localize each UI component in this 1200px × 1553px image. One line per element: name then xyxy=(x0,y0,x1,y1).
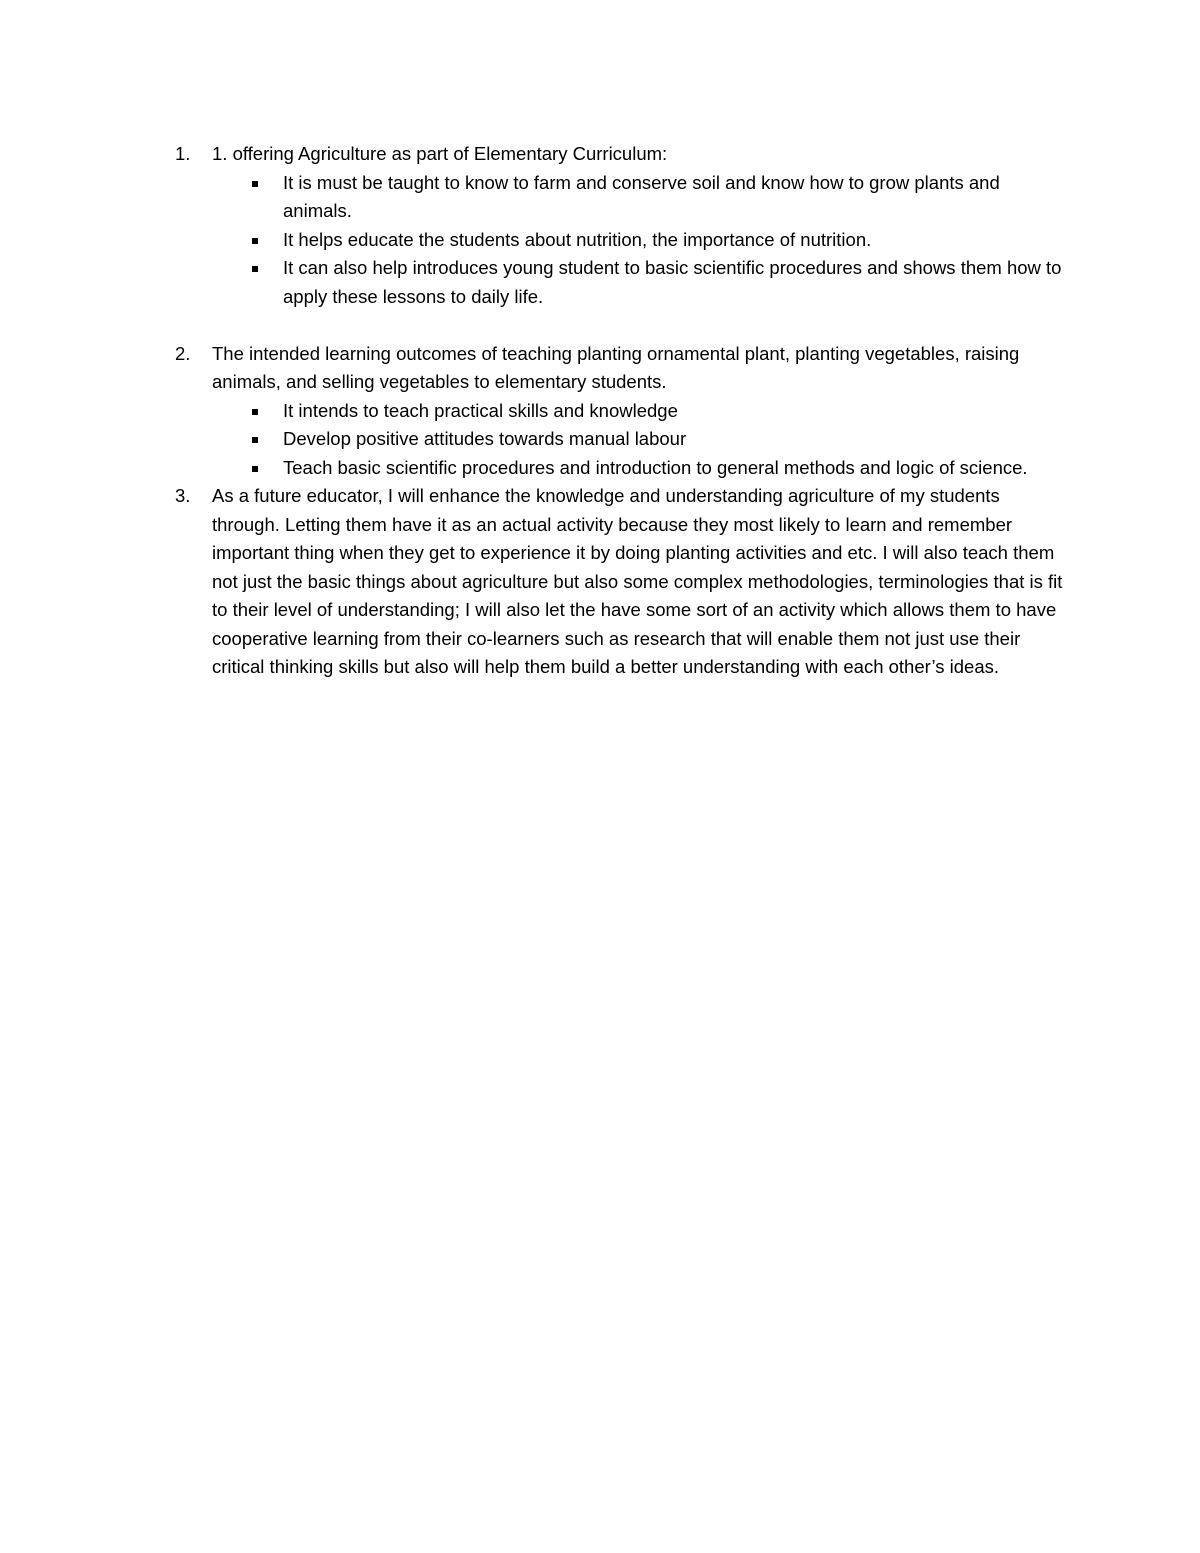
square-bullet-icon xyxy=(252,238,258,244)
list-item-3 xyxy=(175,482,1070,682)
paragraph-spacer xyxy=(175,311,1070,340)
document-body xyxy=(175,140,1070,682)
square-bullet-icon xyxy=(252,437,258,443)
bullet-list xyxy=(212,169,1070,312)
bullet-item xyxy=(212,254,1070,311)
list-item-text: As a future educator, I will enhance the knowledge and understanding agriculture of my students through. Letting them have it as an actual activity because they most likely to learn and remember important thing when they get to experience it by doing planting activities and etc. I will also teach them not just the basic things about agriculture but also some complex methodologies, terminologies that is fit to their level of understanding; I will also let the have some sort of an activity which allows them to have cooperative learning from their co-learners such as research that will enable them not just use their critical thinking skills but also will help them build a better understanding with each other’s ideas. xyxy=(212,485,1063,677)
square-bullet-icon xyxy=(252,466,258,472)
bullet-item xyxy=(212,226,1070,255)
bullet-text: It intends to teach practical skills and knowledge xyxy=(283,399,678,421)
list-item-1 xyxy=(175,140,1070,311)
bullet-text: It is must be taught to know to farm and conserve soil and know how to grow plants and animals. xyxy=(283,171,1000,221)
bullet-text: Teach basic scientific procedures and introduction to general methods and logic of science. xyxy=(283,456,1028,478)
list-number: 2. xyxy=(175,342,191,364)
bullet-item xyxy=(212,425,1070,454)
list-item-2 xyxy=(175,340,1070,483)
square-bullet-icon xyxy=(252,181,258,187)
bullet-item xyxy=(212,454,1070,483)
square-bullet-icon xyxy=(252,266,258,272)
bullet-text: It helps educate the students about nutrition, the importance of nutrition. xyxy=(283,228,872,250)
bullet-text: It can also help introduces young student to basic scientific procedures and shows them how to apply these lessons to daily life. xyxy=(283,257,1062,307)
bullet-text: Develop positive attitudes towards manual labour xyxy=(283,428,687,449)
list-item-text: 1. offering Agriculture as part of Elementary Curriculum: xyxy=(212,143,668,164)
list-number: 1. xyxy=(175,143,191,164)
bullet-item xyxy=(212,169,1070,226)
square-bullet-icon xyxy=(252,409,258,415)
list-item-text: The intended learning outcomes of teaching planting ornamental plant, planting vegetables, raising animals, and selling vegetables to elementary students. xyxy=(212,342,1020,392)
bullet-item xyxy=(212,397,1070,426)
list-number: 3. xyxy=(175,485,191,506)
bullet-list xyxy=(212,397,1070,483)
